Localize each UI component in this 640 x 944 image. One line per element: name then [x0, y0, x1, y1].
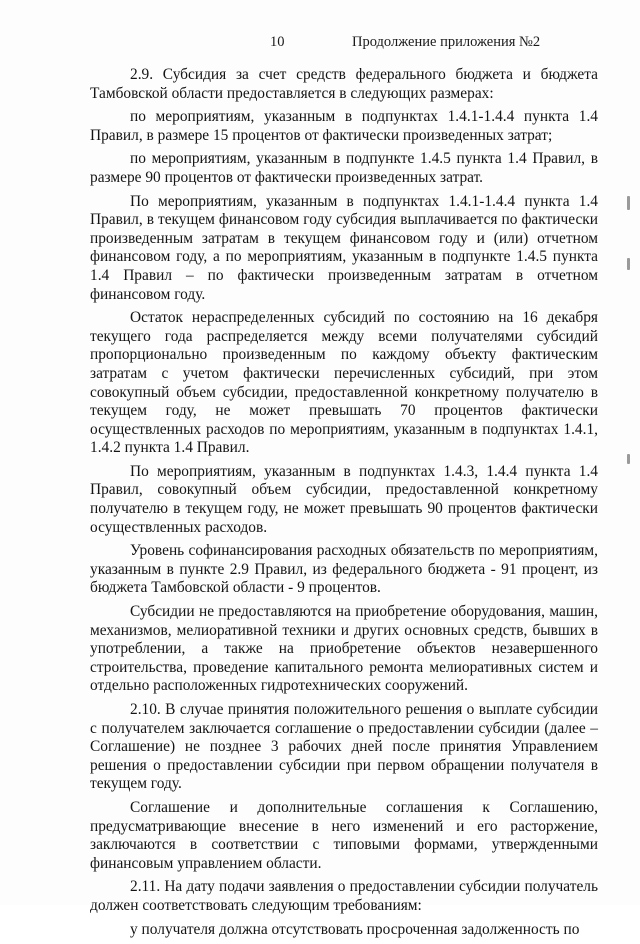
page-number: 10 — [270, 34, 285, 50]
paragraph-2-9: 2.9. Субсидия за счет средств федерального бюджета и бюджета Тамбовской области предоставляется в следующих размерах: — [90, 66, 598, 102]
paragraph-size-90: по мероприятиям, указанным в подпункте 1.4.5 пункта 1.4 Правил, в размере 90 процентов от фактически произведенных затрат. — [90, 150, 598, 186]
paragraph-exclusions: Субсидии не предоставляются на приобретение оборудования, машин, механизмов, мелиоративной техники и других основных средств, бывших в употреблении, а также на приобретение объектов незавершенного строительства, проведение капитального ремонта мелиоративных систем и отдельно расположенных гидротехнических сооружений. — [90, 603, 598, 695]
paragraph-requirement-debt: у получателя должна отсутствовать просроченная задолженность по — [130, 920, 580, 938]
paragraph-2-10: 2.10. В случае принятия положительного решения о выплате субсидии с получателем заключается соглашение о предоставлении субсидии (далее – Соглашение) не позднее 3 рабочих дней после принятия Управлением решения о предоставлении субсидии при первом обращении получателя в текущем году. — [90, 701, 598, 793]
paragraph-payment-timing: По мероприятиям, указанным в подпунктах 1.4.1-1.4.4 пункта 1.4 Правил, в текущем финансовом году субсидия выплачивается по фактически произведенным затратам в текущем финансовом году и (или) отчетном финансовом году, а по мероприятиям, указанным в подпункте 1.4.5 пункта 1.4 Правил – по фактически произведенным затратам в отчетном финансовом году. — [90, 192, 598, 303]
document-body — [90, 66, 598, 944]
scan-margin-mark — [627, 258, 630, 270]
paragraph-agreements: Соглашение и дополнительные соглашения к Соглашению, предусматривающие внесение в него изменений и его расторжение, заключаются в соответствии с типовыми формами, утвержденными финансовым управлением области. — [90, 798, 598, 872]
paragraph-cofinancing: Уровень софинансирования расходных обязательств по мероприятиям, указанным в пункте 2.9 Правил, из федерального бюджета - 91 процент, из бюджета Тамбовской области - 9 процентов. — [90, 542, 598, 597]
header-title: Продолжение приложения №2 — [352, 34, 541, 50]
scan-margin-mark — [627, 196, 630, 210]
paragraph-size-15: по мероприятиям, указанным в подпунктах 1.4.1-1.4.4 пункта 1.4 Правил, в размере 15 процентов от фактически произведенных затрат; — [90, 108, 598, 144]
scan-margin-mark — [627, 454, 630, 464]
paragraph-2-11: 2.11. На дату подачи заявления о предоставлении субсидии получатель должен соответствовать следующим требованиям: — [90, 878, 598, 914]
paragraph-remaining-subsidies: Остаток нераспределенных субсидий по состоянию на 16 декабря текущего года распределяется между всеми получателями субсидий пропорционально произведенным по каждому объекту фактическим затратам с учетом фактически перечисленных субсидий, при этом совокупный объем субсидии, предоставленной конкретному получателю в текущем году, не может превышать 70 процентов фактически осуществленных расходов по мероприятиям, указанным в подпунктах 1.4.1, 1.4.2 пункта 1.4 Правил. — [90, 309, 598, 457]
paragraph-limit-90: По мероприятиям, указанным в подпунктах 1.4.3, 1.4.4 пункта 1.4 Правил, совокупный объем субсидии, предоставленной конкретному получателю в текущем году, не может превышать 90 процентов фактически осуществленных расходов. — [90, 462, 598, 536]
page-header — [0, 34, 640, 54]
